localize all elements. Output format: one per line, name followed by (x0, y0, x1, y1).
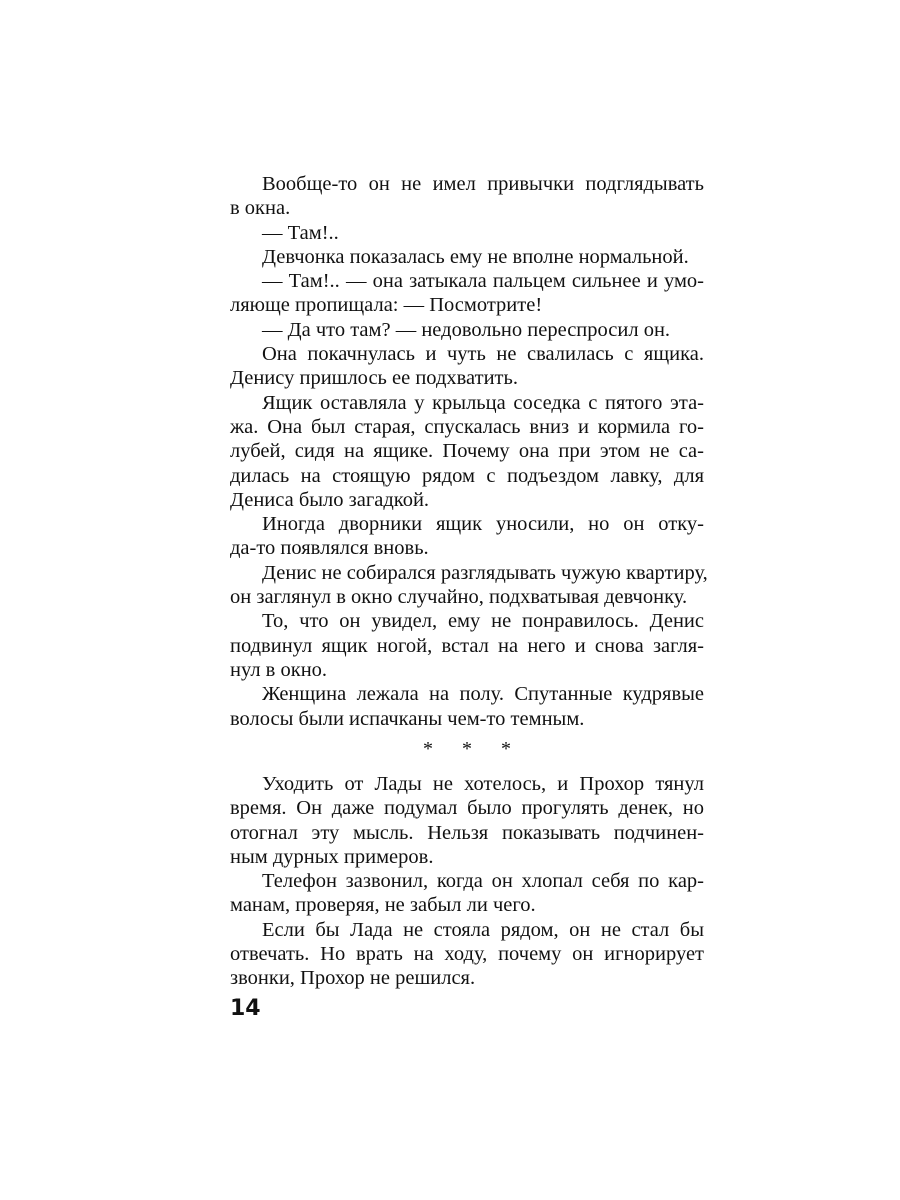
section-separator: * * * (423, 738, 523, 760)
text-line: — Там!.. — она затыкала пальцем сильнее и умо- (262, 270, 704, 293)
text-line: ным дурных примеров. (230, 845, 434, 868)
text-line: Вообще-то он не имел привычки подглядывать (262, 173, 704, 195)
text-line: он заглянул в окно случайно, подхватывая девчонку. (230, 586, 688, 609)
text-line: Девчонка показалась ему не вполне нормальной. (262, 245, 689, 268)
text-line: Она покачнулась и чуть не свалилась с ящика. (262, 343, 704, 366)
text-line: Дениса было загадкой. (230, 488, 430, 511)
text-line: То, что он увидел, ему не понравилось. Денис (262, 610, 704, 633)
text-line: подвинул ящик ногой, встал на него и снова загля- (230, 634, 704, 657)
text-line: отогнал эту мысль. Нельзя показывать подчинен- (230, 821, 704, 844)
text-line: нул в окно. (230, 658, 328, 681)
page-number: 14 (230, 996, 261, 1021)
text-section-1 (230, 172, 708, 731)
text-line: Денис не собирался разглядывать чужую квартиру, (262, 561, 708, 584)
text-line: — Там!.. (262, 221, 339, 244)
text-section-2 (230, 772, 704, 991)
text-line: время. Он даже подумал было прогулять денек, но (230, 797, 704, 820)
text-line: Ящик оставляла у крыльца соседка с пятого эта- (262, 391, 704, 414)
text-line: жа. Она был старая, спускалась вниз и кормила го- (230, 415, 704, 438)
text-line: Телефон зазвонил, когда он хлопал себя по кар- (262, 870, 704, 893)
text-line: отвечать. Но врать на ходу, почему он игнорирует (230, 943, 704, 966)
text-line: звонки, Прохор не решился. (230, 967, 476, 990)
text-line: Женщина лежала на полу. Спутанные кудрявые (262, 683, 704, 706)
text-line: манам, проверяя, не забыл ли чего. (230, 894, 536, 917)
text-line: Иногда дворники ящик уносили, но он отку- (262, 513, 704, 536)
text-line: лубей, сидя на ящике. Почему она при этом не са- (230, 440, 704, 463)
text-line: Уходить от Лады не хотелось, и Прохор тянул (262, 773, 704, 795)
text-line: — Да что там? — недовольно переспросил он. (262, 318, 671, 341)
text-line: Если бы Лада не стояла рядом, он не стал бы (262, 918, 704, 941)
text-line: в окна. (230, 197, 291, 220)
text-line: да-то появлялся вновь. (230, 537, 429, 560)
text-line: ляюще пропищала: — Посмотрите! (230, 294, 543, 317)
text-line: Денису пришлось ее подхватить. (230, 367, 518, 390)
text-line: дилась на стоящую рядом с подъездом лавку, для (230, 464, 704, 487)
text-line: волосы были испачканы чем-то темным. (230, 707, 585, 730)
